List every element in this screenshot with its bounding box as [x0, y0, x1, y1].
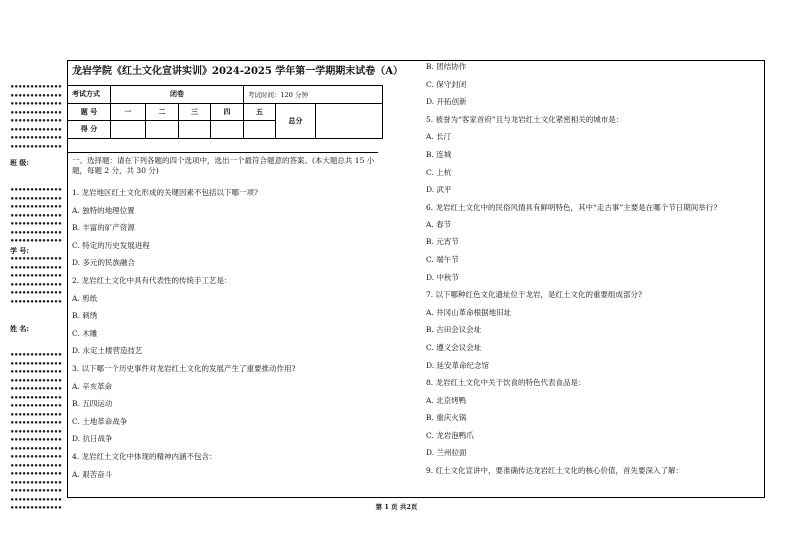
- col-2: 二: [146, 103, 179, 121]
- option: B. 古田会议会址: [426, 325, 482, 335]
- dots: •••••••••••••: [10, 296, 62, 306]
- dots: •••••••••••••: [10, 358, 62, 368]
- dots: •••••••••••••: [10, 193, 62, 203]
- dots: •••••••••••••: [10, 262, 62, 272]
- name-label: 姓 名:: [10, 324, 30, 333]
- dots: •••••••••••••: [10, 227, 62, 237]
- score-cell: [211, 121, 244, 139]
- option: C. 特定的历史发展进程: [72, 240, 150, 250]
- total-label: 总分: [276, 103, 316, 138]
- col-4: 四: [211, 103, 244, 121]
- dots: •••••••••••••: [10, 503, 62, 512]
- option: C. 遵义会议会址: [426, 342, 482, 352]
- dots: •••••••••••••: [10, 384, 62, 393]
- exam-mode-label: 考试方式: [68, 86, 111, 104]
- dots: •••••••••••••: [10, 116, 62, 125]
- question: 9. 红土文化宣讲中，要准确传达龙岩红土文化的核心价值，首先要深入了解：: [426, 466, 684, 476]
- col-5: 五: [244, 103, 276, 121]
- dots: •••••••••••••: [10, 236, 62, 245]
- student-id-label: 学 号:: [10, 246, 30, 255]
- option: D. 多元的民族融合: [72, 258, 136, 268]
- option: A. 辛亥革命: [72, 381, 113, 391]
- dots: •••••••••••••: [10, 202, 62, 211]
- dots: •••••••••••••: [10, 426, 62, 436]
- question-6: 6. 龙岩红土文化中的民俗风情具有鲜明特色，其中“走古事”主要是在哪个节日期间举行?: [426, 202, 718, 212]
- divider: [67, 152, 378, 153]
- option: C. 保守封闭: [426, 79, 467, 89]
- dotted-seal-line: [10, 351, 60, 513]
- dots: •••••••••••••: [10, 486, 62, 495]
- option: A. 艰苦奋斗: [72, 469, 113, 479]
- option: C. 上杭: [426, 167, 452, 177]
- question: 1. 龙岩地区红土文化形成的关键因素不包括以下哪一项?: [72, 188, 259, 197]
- dots: •••••••••••••: [10, 409, 62, 419]
- question: 3. 以下哪一个历史事件对龙岩红土文化的发展产生了重要推动作用?: [72, 363, 296, 373]
- option: A. 春节: [426, 219, 452, 229]
- option: B. 重庆火锅: [426, 413, 467, 423]
- score-cell: [179, 121, 211, 139]
- dots: •••••••••••••: [10, 477, 62, 487]
- exam-mode: 闭卷: [111, 86, 244, 104]
- option: C. 龙岩泡鸭爪: [426, 430, 474, 440]
- option: C. 木雕: [72, 328, 98, 338]
- score-cell: [244, 121, 276, 139]
- dots: •••••••••••••: [10, 133, 62, 142]
- dots: •••••••••••••: [10, 443, 62, 453]
- dots: •••••••••••••: [10, 219, 62, 228]
- dots: •••••••••••••: [10, 279, 62, 289]
- option: D. 抗日战争: [72, 434, 113, 444]
- option: D. 永定土楼营造技艺: [72, 346, 143, 356]
- question: 5. 被誉为“客家首府”且与龙岩红土文化紧密相关的城市是：: [426, 114, 624, 124]
- option: A. 井冈山革命根据地旧址: [426, 307, 512, 317]
- option: D. 中秋节: [426, 272, 460, 282]
- dots: •••••••••••••: [10, 99, 62, 108]
- col-1: 一: [111, 103, 146, 121]
- section-intro: 一、选择题：请在下列各题的四个选项中，选出一个最符合题意的答案。(本大题总共 15 小题，每题 2 分，共 30 分): [72, 156, 375, 175]
- dots: •••••••••••••: [10, 435, 62, 444]
- dots: •••••••••••••: [10, 460, 62, 470]
- dotted-seal-line: [10, 255, 60, 306]
- option: B. 元宵节: [426, 237, 459, 247]
- question-no-label: 题 号: [68, 103, 111, 121]
- question: 8. 龙岩红土文化中关于饮食的特色代表食品是：: [426, 378, 586, 388]
- right-column: [426, 58, 756, 480]
- option: D. 开拓创新: [426, 97, 467, 107]
- dotted-seal-line: [10, 83, 60, 151]
- option: A. 独特的地理位置: [72, 205, 135, 215]
- question: 2. 龙岩红土文化中具有代表性的传统手工艺是：: [72, 275, 232, 285]
- dots: •••••••••••••: [10, 401, 62, 410]
- total-score-cell: [316, 103, 383, 138]
- dotted-seal-line: [10, 186, 60, 246]
- question: 4. 龙岩红土文化中体现的精神内涵不包含：: [72, 451, 217, 461]
- dots: •••••••••••••: [10, 469, 62, 478]
- option: B. 丰富的矿产资源: [72, 223, 135, 233]
- option: D. 延安革命纪念馆: [426, 360, 490, 370]
- page-footer: 第 1 页 共2页: [375, 503, 418, 511]
- dots: •••••••••••••: [10, 350, 62, 359]
- dots: •••••••••••••: [10, 107, 62, 117]
- option: C. 端午节: [426, 254, 459, 264]
- option: B. 刺绣: [72, 311, 98, 321]
- score-cell: [146, 121, 179, 139]
- col-3: 三: [179, 103, 211, 121]
- left-column: [72, 184, 296, 483]
- option: B. 团结协作: [426, 62, 467, 71]
- option: D. 兰州拉面: [426, 448, 467, 458]
- dots: •••••••••••••: [10, 90, 62, 100]
- option: B. 连城: [426, 149, 452, 159]
- option: D. 武平: [426, 185, 452, 195]
- question: 7. 以下哪种红色文化遗址位于龙岩，是红土文化的重要组成部分?: [426, 290, 643, 300]
- exam-time: 考试时间：120 分钟: [244, 86, 383, 104]
- dots: •••••••••••••: [10, 271, 62, 280]
- dots: •••••••••••••: [10, 452, 62, 461]
- dots: •••••••••••••: [10, 185, 62, 194]
- dots: •••••••••••••: [10, 418, 62, 427]
- score-label: 得 分: [68, 121, 111, 139]
- class-label: 班 级:: [10, 158, 30, 167]
- dots: •••••••••••••: [10, 82, 62, 91]
- option: C. 土地革命战争: [72, 416, 128, 426]
- dots: •••••••••••••: [10, 494, 62, 504]
- score-table: [67, 85, 383, 139]
- option: A. 长汀: [426, 132, 452, 142]
- dots: •••••••••••••: [10, 124, 62, 134]
- dots: •••••••••••••: [10, 210, 62, 220]
- option: A. 剪纸: [72, 293, 98, 303]
- score-cell: [111, 121, 146, 139]
- dots: •••••••••••••: [10, 375, 62, 385]
- dots: •••••••••••••: [10, 392, 62, 402]
- option: A. 北京烤鸭: [426, 395, 467, 405]
- dots: •••••••••••••: [10, 141, 62, 151]
- option: B. 五四运动: [72, 399, 113, 409]
- exam-title: 龙岩学院《红土文化宣讲实训》2024-2025 学年第一学期期末试卷（A）: [72, 66, 404, 77]
- dots: •••••••••••••: [10, 367, 62, 376]
- dots: •••••••••••••: [10, 254, 62, 263]
- dots: •••••••••••••: [10, 288, 62, 297]
